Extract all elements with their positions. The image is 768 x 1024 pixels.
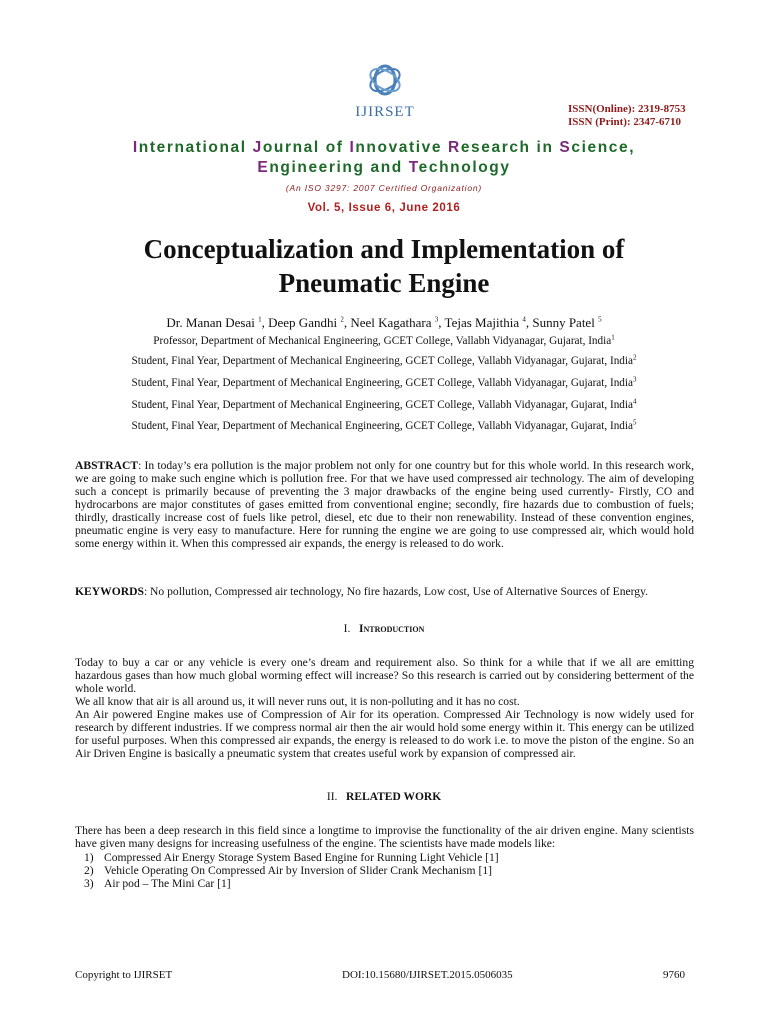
issn-online: ISSN(Online): 2319-8753: [568, 103, 686, 115]
author-name: Dr. Manan Desai: [166, 315, 259, 330]
abstract: [75, 459, 694, 550]
keywords-label: KEYWORDS: [75, 585, 144, 598]
affiliation-text: Student, Final Year, Department of Mechanical Engineering, GCET College, Vallabh Vidyanagar, Gujarat, India: [131, 377, 633, 389]
issn-print: ISSN (Print): 2347-6710: [568, 116, 682, 128]
author-name: , Tejas Majithia: [438, 315, 523, 330]
list-item-text: Compressed Air Energy Storage System Based Engine for Running Light Vehicle [1]: [104, 851, 499, 864]
issn-block: [568, 103, 686, 129]
footer-page-number: 9760: [663, 969, 685, 981]
list-item: [84, 877, 684, 890]
journal-name-segment: I: [349, 139, 356, 156]
journal-name-segment: echnology: [418, 159, 511, 176]
intro-paragraph-1: Today to buy a car or any vehicle is every one’s dream and requirement also. So think for a while that if we all are emitting hazardous gases than how much global worming effect will increase? So this research is carried out by considering betterment of the whole world.: [75, 656, 694, 695]
intro-paragraph-2: We all know that air is all around us, it will never runs out, it is non-polluting and it has no cost.: [75, 695, 520, 708]
list-item: [84, 864, 684, 877]
logo-text: IJIRSET: [355, 104, 415, 120]
journal-name-segment: T: [408, 159, 419, 176]
affiliation-line: [60, 420, 708, 432]
affiliation-text: Student, Final Year, Department of Mechanical Engineering, GCET College, Vallabh Vidyanagar, Gujarat, India: [131, 420, 633, 432]
affiliation-superscript: 3: [632, 375, 637, 384]
list-item-number: 2): [84, 864, 94, 877]
section-heading-related-work: II. RELATED WORK: [326, 791, 442, 803]
author-name: , Sunny Patel: [525, 315, 599, 330]
affiliation-line: [60, 377, 708, 389]
affiliation-line: [60, 355, 708, 367]
journal-name-segment: nternational: [138, 139, 253, 156]
journal-name-segment: ngineering and: [269, 159, 409, 176]
list-item-number: 1): [84, 851, 94, 864]
journal-name-segment: cience,: [571, 139, 636, 156]
journal-name-segment: R: [448, 139, 461, 156]
list-item-text: Air pod – The Mini Car [1]: [104, 877, 231, 890]
author-superscript: 3: [434, 315, 439, 324]
title-line1: Conceptualization and Implementation of: [143, 234, 625, 264]
title-line2: Pneumatic Engine: [278, 268, 490, 298]
list-item: [84, 851, 684, 864]
footer-copyright: Copyright to IJIRSET: [75, 969, 173, 981]
affiliation-line: [60, 399, 708, 411]
journal-name-segment: esearch in: [460, 139, 560, 156]
related-work-text: [75, 824, 694, 850]
author-superscript: 2: [340, 315, 344, 324]
list-item-number: 3): [84, 877, 94, 890]
affiliation-text: Student, Final Year, Department of Mechanical Engineering, GCET College, Vallabh Vidyanagar, Gujarat, India: [131, 355, 633, 367]
author-superscript: 1: [258, 315, 262, 324]
author-name: , Deep Gandhi: [261, 315, 341, 330]
journal-name-segment: J: [252, 139, 263, 156]
author-superscript: 4: [522, 315, 526, 324]
volume-issue: Vol. 5, Issue 6, June 2016: [307, 202, 461, 214]
journal-name-line2: [0, 158, 768, 178]
affiliation-text: Professor, Department of Mechanical Engineering, GCET College, Vallabh Vidyanagar, Gujarat, India: [153, 335, 612, 347]
journal-name-segment: I: [132, 139, 139, 156]
author-name: , Neel Kagathara: [343, 315, 435, 330]
keywords-text: : No pollution, Compressed air technology, No fire hazards, Low cost, Use of Alternative Sources of Energy.: [143, 585, 649, 598]
affiliation-text: Student, Final Year, Department of Mechanical Engineering, GCET College, Vallabh Vidyanagar, Gujarat, India: [131, 399, 633, 411]
abstract-text: : In today’s era pollution is the major problem not only for one country but for this whole world. In this research work, we are going to make such engine which is pollution free. For that we have used compressed air technology. The aim of developing such a concept is primarily because of preventing the 3 major drawbacks of the engine being used currently- Firstly, CO and hydrocarbons are major constitutes of gases emitted from conventional engine; secondly, fire hazards due to combustion of fuels; thirdly, drastically increase cost of fuels like petrol, diesel, etc due to their non renewability. Instead of these convention engines, pneumatic engine is very easy to manufacture. Here for running the engine we are going to use compressed air, which would hold some energy within it. When this compressed air expands, the energy is released to do work.: [75, 459, 694, 550]
affiliation-superscript: 5: [632, 418, 637, 427]
footer-doi: DOI:10.15680/IJIRSET.2015.0506035: [342, 969, 513, 981]
affiliation-superscript: 2: [632, 353, 637, 362]
keywords: [75, 585, 694, 598]
author-list: [0, 315, 768, 331]
related-paragraph-1: There has been a deep research in this field since a longtime to improvise the functionality of the air driven engine. Many scientists have given many designs for increasing usefulness of the engine. The scientists have made models like:: [75, 824, 694, 850]
journal-name-line1: [0, 138, 768, 158]
affiliation-superscript: 1: [611, 333, 615, 342]
affiliation-superscript: 4: [632, 397, 637, 406]
paper-title: [60, 232, 708, 300]
journal-name-segment: nnovative: [355, 139, 449, 156]
journal-logo: [340, 60, 430, 122]
journal-name: [0, 138, 768, 178]
section-heading-introduction: I. Introduction: [343, 623, 425, 635]
list-item-text: Vehicle Operating On Compressed Air by Inversion of Slider Crank Mechanism [1]: [104, 864, 492, 877]
related-work-list: [84, 851, 684, 890]
journal-name-segment: S: [559, 139, 572, 156]
abstract-label: ABSTRACT: [75, 459, 139, 472]
certification-note: (An ISO 3297: 2007 Certified Organization): [285, 183, 483, 193]
journal-name-segment: ournal of: [262, 139, 350, 156]
introduction-text: [75, 656, 694, 760]
journal-name-segment: E: [257, 159, 270, 176]
author-superscript: 5: [598, 315, 602, 324]
intro-paragraph-3: An Air powered Engine makes use of Compression of Air for its operation. Compressed Air Technology is now widely used for research by different industries. If we compress normal air then the air would hold some energy within it. This energy can be utilized for useful purposes. When this compressed air expands, the energy is released to do work i.e. to move the piston of the engine. So an Air Driven Engine is basically a pneumatic system that creates useful work by expansion of compressed air.: [75, 708, 694, 760]
affiliation-line: [60, 335, 708, 347]
